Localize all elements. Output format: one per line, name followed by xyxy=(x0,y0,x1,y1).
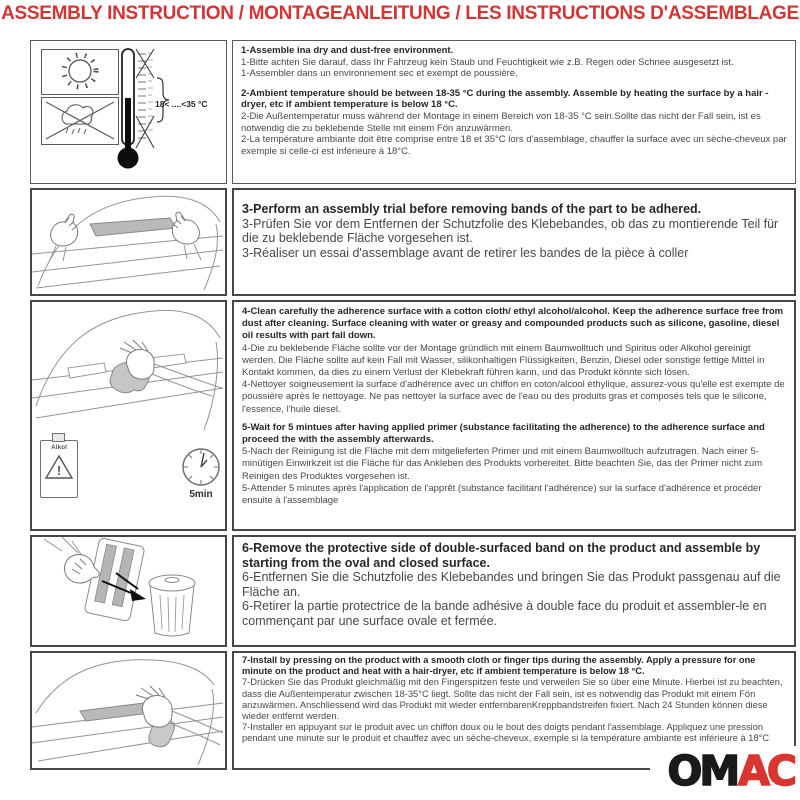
alcohol-bottle-label: Alkol xyxy=(51,444,67,451)
wipe-area-right xyxy=(150,354,186,368)
hands-holding-trim-illustration xyxy=(32,190,225,294)
wipe-area-left xyxy=(68,363,106,378)
instructions-4-5 xyxy=(232,300,796,531)
instruction-6-de: 6-Entfernen Sie die Schutzfolie des Klebebandes und bringen Sie das Produkt passgenau auf die Fläche an. xyxy=(242,570,781,599)
logo-black-letters: OM xyxy=(667,746,738,795)
warning-triangle-icon xyxy=(43,453,75,481)
trash-can-icon xyxy=(149,575,195,636)
instruction-item-2 xyxy=(241,88,787,158)
instruction-7-en: 7-Install by pressing on the product with a smooth cloth or finger tips during the assembly. Apply a pressure for one minute on the product and heat with a hair-dryer, etc if ambient temperature is below 18 °C. xyxy=(242,655,756,677)
instruction-item-3 xyxy=(242,202,786,260)
icon-cell-assembly-trial xyxy=(30,188,227,296)
instruction-7-fr: 7-Installer en appuyant sur le produit avec un chiffon doux ou le bout des doigts pendant l'assemblage. Appliquez une pression pendant une minute sur le produit et chauffez avec un sèche-cheveux, exemple si la température ambiante est inférieure à 18°C xyxy=(242,722,770,744)
temperature-range-label: 18< ....<35 °C xyxy=(155,99,208,109)
instruction-2-en: 2-Ambient temperature should be between 18-35 °C during the assembly. Assemble by heating the surface by a hair -dryer, etc if ambient temperature is below 18 °C. xyxy=(241,87,769,111)
thermometer-icon xyxy=(115,46,185,178)
instruction-4-fr: 4-Nettoyer soigneusement la surface d'adhérence avec un chiffon en coton/alcool éthylique, assurez-vous qu'elle est exempte de poussière après le nettoyage. Ne pas nettoyer la surface avec de l'eau ou des produits gras et composés tels que le silicone, l'essence, l'huile diesel. xyxy=(242,379,785,415)
instruction-5-de: 5-Nach der Reinigung ist die Fläche mit dem mitgelieferten Primer und mit einem Baumwolltuch aufzutragen. Nach einer 5-minütigen Einwirkzeit ist die Fläche für das Ankleben des Produkts vorbereitet. Bitte beachten Sie, das der Primer nicht zum Reinigen des Produktes vorgesehen ist. xyxy=(242,446,763,482)
instruction-4-en: 4-Clean carefully the adherence surface with a cotton cloth/ ethyl alcohol/alcohol. Keep the adherence surface free from dust after cleaning. Surface cleaning with water or greasy and compounded products such as silicone, gasoline, diesel oil results with part fall down. xyxy=(242,306,784,342)
instructions-3 xyxy=(232,188,796,296)
trim-strip xyxy=(90,218,176,236)
icon-cell-peel-band xyxy=(30,535,227,647)
instruction-item-6 xyxy=(242,541,786,629)
crossed-rain-cloud-icon xyxy=(42,98,118,142)
instruction-item-5 xyxy=(242,422,786,507)
logo-red-letters: AC xyxy=(738,746,794,795)
instruction-item-4 xyxy=(242,306,786,416)
page-title: ASSEMBLY INSTRUCTION / MONTAGEANLEITUNG / LES INSTRUCTIONS D'ASSEMBLAGE xyxy=(1,3,799,24)
instruction-6-fr: 6-Retirer la partie protectrice de la bande adhésive à double face du produit et assembler-le en commençant par une surface ovale et fermée. xyxy=(242,599,767,628)
icon-cell-environment xyxy=(30,40,227,184)
instruction-item-7 xyxy=(242,655,786,745)
instruction-7-de: 7-Drücken Sie das Produkt gleichmäßig mit den Fingerspitzen feste und verweilen Sie so über eine Minute. Hierbei ist zu beachten, dass die Außentemperatur zwischen 18-35°C liegt. Sollte das nicht der Fall sein, ist es notwendig das Produkt mit einem Fön anzuwärmen. Anschliessend wird das Produkt mit wieder entfernbarenKreppbandstreifen fixiert. Nach 24 Stunden können diese wieder entfernt werden. xyxy=(242,677,783,722)
instruction-1-de: 1-Bitte achten Sie darauf, dass Ihr Fahrzeug kein Staub und Feuchtigkeit wie z.B. Regen oder Schnee ausgesetzt ist. xyxy=(241,56,734,68)
arrow-head xyxy=(130,589,146,601)
instruction-2-fr: 2-La température ambiante doit être comprise entre 18 et 35°C lors d'assemblage, chauffer la surface avec un sèche-cheveux par exemple si celle-ci est inférieure à 18°C. xyxy=(241,134,787,157)
instruction-5-en: 5-Wait for 5 mintues after having applied primer (substance facilitating the adherence) to the adherence surface and proceed the with the assembly afterwards. xyxy=(242,421,765,446)
peeling-hand-icon xyxy=(44,537,99,583)
instruction-1-fr: 1-Assembler dans un environnement sec et exempt de poussière. xyxy=(241,68,518,80)
timer-label: 5min xyxy=(189,489,213,500)
svg-text:!: ! xyxy=(56,463,62,478)
instruction-item-1 xyxy=(241,45,787,80)
product-part xyxy=(84,538,145,622)
wiping-cloth-illustration xyxy=(32,302,225,432)
icon-cell-cleaning xyxy=(30,300,227,531)
omac-logo xyxy=(650,746,798,796)
instruction-2-de: 2-Die Außentemperatur muss während der Montage in einem Bereich von 18-35 °C sein.Sollte das nicht der Fall sein, ist es notwendig die zu beklebende Stelle mit einem Fön anzuwärmen. xyxy=(241,110,761,134)
instruction-3-fr: 3-Réaliser un essai d'assemblage avant de retirer les bandes de la pièce à coller xyxy=(242,245,689,260)
instruction-3-de: 3-Prüfen Sie vor dem Entfernen der Schutzfolie des Klebebandes, ob das zu montierende Teil für die zu beklebende Fläche vorgesehen ist. xyxy=(242,216,779,246)
spacer xyxy=(241,80,787,88)
instruction-3-en: 3-Perform an assembly trial before removing bands of the part to be adhered. xyxy=(242,202,702,216)
instruction-5-fr: 5-Attender 5 minutes après l'application de l'apprêt (substance facilitant l'adhérence) sur la surface d'adhérence et procéder ensuite à l'assemblage xyxy=(242,482,762,507)
timer-clock-icon xyxy=(180,446,222,488)
instructions-6 xyxy=(232,535,796,647)
icon-cell-press xyxy=(30,651,227,770)
pressing-hand-illustration xyxy=(32,653,225,768)
no-rain-box xyxy=(41,97,119,145)
trim-strip xyxy=(80,703,150,721)
sun-box xyxy=(41,49,119,95)
instruction-6-en: 6-Remove the protective side of double-surfaced band on the product and assemble by starting from the oval and closed surface. xyxy=(242,541,761,570)
out-of-range-cross-marks xyxy=(136,49,154,148)
instruction-4-de: 4-Die zu beklebende Fläche sollte vor der Montage gründlich mit einem Baumwolltuch und Spiritus oder Alkohol gereinigt werden. Die Fläche sollte auf kein Fall mit Wasser, silikonhaltigen Flüssigkeiten, Benzin, Diesel oder sonstige fettige Mittel in Kontakt kommen, da dies zu einem Verlust der Klebekraft führen kann, und das Produkt könnte sich lösen. xyxy=(242,342,765,379)
sun-icon xyxy=(42,50,118,92)
bottle-cap xyxy=(52,433,65,442)
instruction-1-en: 1-Assemble ina dry and dust-free environment. xyxy=(241,45,454,56)
alcohol-bottle-icon xyxy=(40,440,78,498)
peel-and-discard-illustration xyxy=(32,537,225,645)
instructions-1-2 xyxy=(232,40,796,184)
